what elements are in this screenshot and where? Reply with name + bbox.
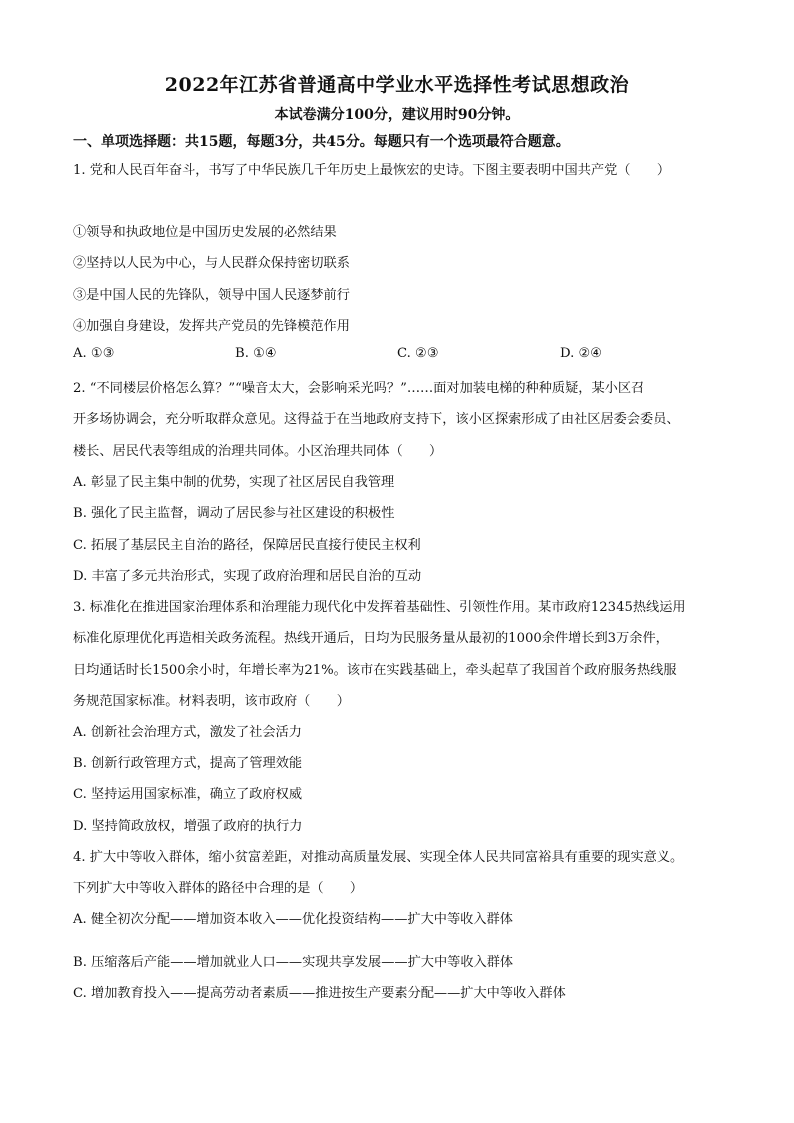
question-3-option-a: A. 创新社会治理方式，激发了社会活力 (73, 725, 302, 740)
question-4-stem-line: 下列扩大中等收入群体的路径中合理的是（ ） (73, 881, 364, 896)
page-title: 2022年江苏省普通高中学业水平选择性考试思想政治 (164, 74, 630, 96)
section-heading: 一、单项选择题：共15题，每题3分，共45分。每题只有一个选项最符合题意。 (73, 134, 570, 150)
question-2-stem-line: 2. “不同楼层价格怎么算？”“噪音太大，会影响采光吗？”……面对加装电梯的种种质疑，某小区召 (73, 381, 645, 396)
question-2-stem-line: 楼长、居民代表等组成的治理共同体。小区治理共同体（ ） (73, 444, 443, 459)
option-a: A. ①③ (73, 346, 115, 361)
option-d: D. ②④ (560, 346, 603, 361)
question-2-stem-line: 开多场协调会，充分听取群众意见。这得益于在当地政府支持下，该小区探索形成了由社区居委会委员、 (73, 412, 680, 427)
question-4-option-a: A. 健全初次分配——增加资本收入——优化投资结构——扩大中等收入群体 (73, 912, 513, 927)
question-4-stem-line: 4. 扩大中等收入群体，缩小贫富差距，对推动高质量发展、实现全体人民共同富裕具有重要的现实意义。 (73, 850, 684, 865)
question-4-option-b: B. 压缩落后产能——增加就业人口——实现共享发展——扩大中等收入群体 (73, 955, 514, 970)
question-2-option-c: C. 拓展了基层民主自治的路径，保障居民直接行使民主权利 (73, 538, 421, 553)
question-4-option-c: C. 增加教育投入——提高劳动者素质——推进按生产要素分配——扩大中等收入群体 (73, 986, 566, 1001)
question-1-statement: ②坚持以人民为中心，与人民群众保持密切联系 (73, 256, 350, 271)
question-1-statement: ①领导和执政地位是中国历史发展的必然结果 (73, 225, 337, 240)
question-3-option-b: B. 创新行政管理方式，提高了管理效能 (73, 756, 303, 771)
option-b: B. ①④ (235, 346, 277, 361)
question-1-statement: ④加强自身建设，发挥共产党员的先锋模范作用 (73, 319, 350, 334)
question-3-stem-line: 标准化原理优化再造相关政务流程。热线开通后，日均为民服务量从最初的1000余件增长到3万余件， (73, 631, 669, 646)
question-2-option-b: B. 强化了民主监督，调动了居民参与社区建设的积极性 (73, 506, 395, 521)
question-2-option-a: A. 彰显了民主集中制的优势，实现了社区居民自我管理 (73, 475, 395, 490)
exam-instructions: 本试卷满分100分，建议用时90分钟。 (274, 107, 520, 123)
question-3-stem-line: 3. 标准化在推进国家治理体系和治理能力现代化中发挥着基础性、引领性作用。某市政府12345热线运用 (73, 600, 686, 615)
question-2-option-d: D. 丰富了多元共治形式，实现了政府治理和居民自治的互动 (73, 569, 422, 584)
option-c: C. ②③ (397, 346, 439, 361)
question-3-stem-line: 日均通话时长1500余小时，年增长率为21%。该市在实践基础上，牵头起草了我国首个政府服务热线服 (73, 663, 677, 678)
question-3-option-c: C. 坚持运用国家标准，确立了政府权威 (73, 787, 303, 802)
question-1-stem: 1. 党和人民百年奋斗，书写了中华民族几千年历史上最恢宏的史诗。下图主要表明中国共产党（ ） (73, 163, 671, 178)
question-1-statement: ③是中国人民的先锋队，领导中国人民逐梦前行 (73, 288, 350, 303)
question-3-option-d: D. 坚持简政放权，增强了政府的执行力 (73, 819, 303, 834)
question-3-stem-line: 务规范国家标准。材料表明，该市政府（ ） (73, 694, 350, 709)
